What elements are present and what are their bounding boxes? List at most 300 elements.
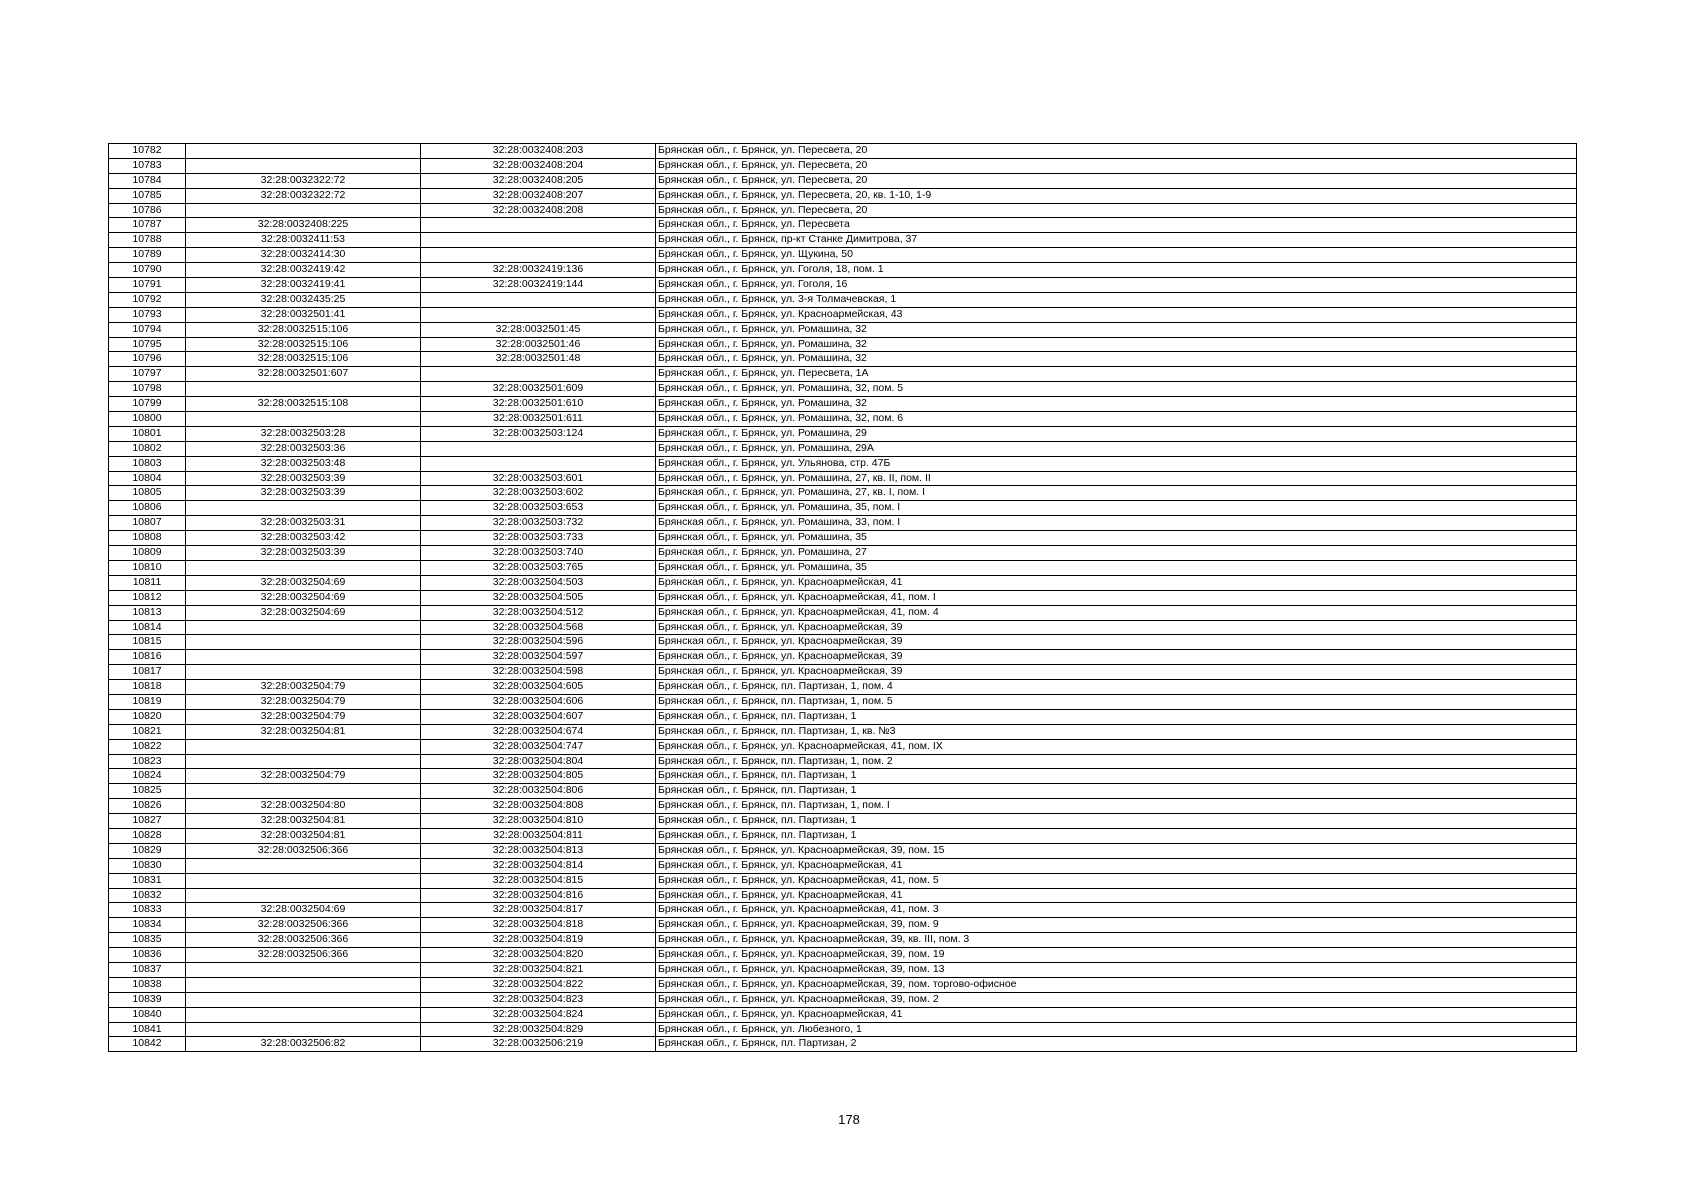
- object-cadastral-number-cell: [421, 248, 656, 263]
- land-cadastral-number-cell: [186, 1022, 421, 1037]
- object-cadastral-number-cell: 32:28:0032503:601: [421, 471, 656, 486]
- table-row: [109, 754, 1577, 769]
- address-cell: Брянская обл., г. Брянск, ул. Ромашина, 35: [656, 560, 1577, 575]
- table-row: [109, 739, 1577, 754]
- row-number-cell: 10787: [109, 218, 186, 233]
- land-cadastral-number-cell: 32:28:0032506:366: [186, 918, 421, 933]
- address-cell: Брянская обл., г. Брянск, ул. Ромашина, 29А: [656, 441, 1577, 456]
- object-cadastral-number-cell: 32:28:0032501:45: [421, 322, 656, 337]
- row-number-cell: 10812: [109, 590, 186, 605]
- table-row: [109, 962, 1577, 977]
- row-number-cell: 10790: [109, 263, 186, 278]
- row-number-cell: 10831: [109, 873, 186, 888]
- address-cell: Брянская обл., г. Брянск, ул. 3-я Толмачевская, 1: [656, 292, 1577, 307]
- row-number-cell: 10799: [109, 397, 186, 412]
- table-row: [109, 650, 1577, 665]
- land-cadastral-number-cell: 32:28:0032504:69: [186, 903, 421, 918]
- land-cadastral-number-cell: [186, 650, 421, 665]
- land-cadastral-number-cell: 32:28:0032506:366: [186, 843, 421, 858]
- row-number-cell: 10795: [109, 337, 186, 352]
- land-cadastral-number-cell: [186, 635, 421, 650]
- table-row: [109, 546, 1577, 561]
- table-row: [109, 412, 1577, 427]
- address-cell: Брянская обл., г. Брянск, ул. Красноармейская, 39: [656, 665, 1577, 680]
- object-cadastral-number-cell: 32:28:0032503:740: [421, 546, 656, 561]
- row-number-cell: 10805: [109, 486, 186, 501]
- land-cadastral-number-cell: [186, 382, 421, 397]
- object-cadastral-number-cell: 32:28:0032504:804: [421, 754, 656, 769]
- address-cell: Брянская обл., г. Брянск, ул. Красноармейская, 39, пом. 9: [656, 918, 1577, 933]
- table-row: [109, 575, 1577, 590]
- address-cell: Брянская обл., г. Брянск, пл. Партизан, 1, пом. 4: [656, 680, 1577, 695]
- row-number-cell: 10820: [109, 709, 186, 724]
- land-cadastral-number-cell: [186, 560, 421, 575]
- object-cadastral-number-cell: [421, 292, 656, 307]
- table-row: [109, 620, 1577, 635]
- address-cell: Брянская обл., г. Брянск, ул. Красноармейская, 41: [656, 575, 1577, 590]
- address-cell: Брянская обл., г. Брянск, пл. Партизан, 1: [656, 828, 1577, 843]
- address-cell: Брянская обл., г. Брянск, ул. Ромашина, 32, пом. 5: [656, 382, 1577, 397]
- address-cell: Брянская обл., г. Брянск, ул. Ромашина, 32: [656, 352, 1577, 367]
- object-cadastral-number-cell: 32:28:0032501:48: [421, 352, 656, 367]
- row-number-cell: 10789: [109, 248, 186, 263]
- object-cadastral-number-cell: 32:28:0032504:503: [421, 575, 656, 590]
- address-cell: Брянская обл., г. Брянск, ул. Красноармейская, 41, пом. 3: [656, 903, 1577, 918]
- row-number-cell: 10821: [109, 724, 186, 739]
- object-cadastral-number-cell: 32:28:0032504:568: [421, 620, 656, 635]
- object-cadastral-number-cell: 32:28:0032501:609: [421, 382, 656, 397]
- address-cell: Брянская обл., г. Брянск, ул. Любезного, 1: [656, 1022, 1577, 1037]
- object-cadastral-number-cell: 32:28:0032504:512: [421, 605, 656, 620]
- object-cadastral-number-cell: 32:28:0032408:205: [421, 173, 656, 188]
- address-cell: Брянская обл., г. Брянск, ул. Ромашина, 35: [656, 531, 1577, 546]
- row-number-cell: 10807: [109, 516, 186, 531]
- row-number-cell: 10830: [109, 858, 186, 873]
- address-cell: Брянская обл., г. Брянск, ул. Красноармейская, 41, пом. 5: [656, 873, 1577, 888]
- table-row: [109, 784, 1577, 799]
- table-row: [109, 233, 1577, 248]
- row-number-cell: 10823: [109, 754, 186, 769]
- row-number-cell: 10806: [109, 501, 186, 516]
- table-row: [109, 278, 1577, 293]
- address-cell: Брянская обл., г. Брянск, ул. Пересвета, 1А: [656, 367, 1577, 382]
- land-cadastral-number-cell: 32:28:0032408:225: [186, 218, 421, 233]
- object-cadastral-number-cell: 32:28:0032503:653: [421, 501, 656, 516]
- land-cadastral-number-cell: 32:28:0032504:81: [186, 814, 421, 829]
- table-row: [109, 501, 1577, 516]
- address-cell: Брянская обл., г. Брянск, ул. Гоголя, 18, пом. 1: [656, 263, 1577, 278]
- object-cadastral-number-cell: 32:28:0032408:203: [421, 144, 656, 159]
- address-cell: Брянская обл., г. Брянск, ул. Ромашина, 27, кв. I, пом. I: [656, 486, 1577, 501]
- table-row: [109, 188, 1577, 203]
- table-row: [109, 828, 1577, 843]
- object-cadastral-number-cell: 32:28:0032504:747: [421, 739, 656, 754]
- row-number-cell: 10791: [109, 278, 186, 293]
- object-cadastral-number-cell: 32:28:0032503:124: [421, 426, 656, 441]
- table-row: [109, 248, 1577, 263]
- object-cadastral-number-cell: 32:28:0032504:674: [421, 724, 656, 739]
- object-cadastral-number-cell: 32:28:0032503:765: [421, 560, 656, 575]
- row-number-cell: 10815: [109, 635, 186, 650]
- table-row: [109, 560, 1577, 575]
- object-cadastral-number-cell: 32:28:0032504:596: [421, 635, 656, 650]
- address-cell: Брянская обл., г. Брянск, пл. Партизан, 1: [656, 769, 1577, 784]
- table-row: [109, 709, 1577, 724]
- row-number-cell: 10828: [109, 828, 186, 843]
- land-cadastral-number-cell: [186, 203, 421, 218]
- object-cadastral-number-cell: 32:28:0032503:732: [421, 516, 656, 531]
- address-cell: Брянская обл., г. Брянск, пл. Партизан, 1: [656, 709, 1577, 724]
- row-number-cell: 10840: [109, 1007, 186, 1022]
- address-cell: Брянская обл., г. Брянск, пр-кт Станке Димитрова, 37: [656, 233, 1577, 248]
- row-number-cell: 10803: [109, 456, 186, 471]
- table-row: [109, 843, 1577, 858]
- row-number-cell: 10794: [109, 322, 186, 337]
- table-row: [109, 367, 1577, 382]
- object-cadastral-number-cell: [421, 233, 656, 248]
- land-cadastral-number-cell: [186, 992, 421, 1007]
- land-cadastral-number-cell: 32:28:0032504:69: [186, 590, 421, 605]
- row-number-cell: 10786: [109, 203, 186, 218]
- table-row: [109, 918, 1577, 933]
- address-cell: Брянская обл., г. Брянск, ул. Гоголя, 16: [656, 278, 1577, 293]
- address-cell: Брянская обл., г. Брянск, ул. Красноармейская, 41, пом. I: [656, 590, 1577, 605]
- object-cadastral-number-cell: 32:28:0032504:818: [421, 918, 656, 933]
- address-cell: Брянская обл., г. Брянск, ул. Ромашина, 27: [656, 546, 1577, 561]
- land-cadastral-number-cell: 32:28:0032503:28: [186, 426, 421, 441]
- object-cadastral-number-cell: [421, 441, 656, 456]
- row-number-cell: 10829: [109, 843, 186, 858]
- land-cadastral-number-cell: 32:28:0032503:39: [186, 546, 421, 561]
- land-cadastral-number-cell: 32:28:0032515:106: [186, 337, 421, 352]
- table-row: [109, 977, 1577, 992]
- land-cadastral-number-cell: [186, 144, 421, 159]
- row-number-cell: 10838: [109, 977, 186, 992]
- object-cadastral-number-cell: 32:28:0032504:808: [421, 799, 656, 814]
- row-number-cell: 10832: [109, 888, 186, 903]
- land-cadastral-number-cell: [186, 888, 421, 903]
- object-cadastral-number-cell: 32:28:0032504:805: [421, 769, 656, 784]
- address-cell: Брянская обл., г. Брянск, пл. Партизан, 1, пом. 2: [656, 754, 1577, 769]
- land-cadastral-number-cell: 32:28:0032435:25: [186, 292, 421, 307]
- address-cell: Брянская обл., г. Брянск, ул. Красноармейская, 41, пом. 4: [656, 605, 1577, 620]
- table-row: [109, 173, 1577, 188]
- row-number-cell: 10792: [109, 292, 186, 307]
- row-number-cell: 10809: [109, 546, 186, 561]
- address-cell: Брянская обл., г. Брянск, ул. Красноармейская, 39, кв. III, пом. 3: [656, 933, 1577, 948]
- object-cadastral-number-cell: 32:28:0032504:597: [421, 650, 656, 665]
- object-cadastral-number-cell: 32:28:0032504:829: [421, 1022, 656, 1037]
- land-cadastral-number-cell: [186, 858, 421, 873]
- land-cadastral-number-cell: 32:28:0032503:36: [186, 441, 421, 456]
- land-cadastral-number-cell: 32:28:0032501:41: [186, 307, 421, 322]
- land-cadastral-number-cell: 32:28:0032504:69: [186, 575, 421, 590]
- object-cadastral-number-cell: 32:28:0032419:144: [421, 278, 656, 293]
- table-row: [109, 516, 1577, 531]
- row-number-cell: 10834: [109, 918, 186, 933]
- address-cell: Брянская обл., г. Брянск, ул. Пересвета, 20: [656, 173, 1577, 188]
- row-number-cell: 10811: [109, 575, 186, 590]
- table-row: [109, 814, 1577, 829]
- address-cell: Брянская обл., г. Брянск, ул. Ромашина, 32: [656, 322, 1577, 337]
- address-cell: Брянская обл., г. Брянск, ул. Красноармейская, 39, пом. 2: [656, 992, 1577, 1007]
- row-number-cell: 10814: [109, 620, 186, 635]
- table-row: [109, 144, 1577, 159]
- land-cadastral-number-cell: 32:28:0032503:39: [186, 471, 421, 486]
- object-cadastral-number-cell: 32:28:0032504:820: [421, 948, 656, 963]
- address-cell: Брянская обл., г. Брянск, ул. Ромашина, 27, кв. II, пом. II: [656, 471, 1577, 486]
- table-row: [109, 263, 1577, 278]
- address-cell: Брянская обл., г. Брянск, ул. Ромашина, 32, пом. 6: [656, 412, 1577, 427]
- row-number-cell: 10822: [109, 739, 186, 754]
- row-number-cell: 10785: [109, 188, 186, 203]
- land-cadastral-number-cell: 32:28:0032504:79: [186, 694, 421, 709]
- row-number-cell: 10804: [109, 471, 186, 486]
- table-row: [109, 873, 1577, 888]
- land-cadastral-number-cell: 32:28:0032515:106: [186, 352, 421, 367]
- object-cadastral-number-cell: [421, 218, 656, 233]
- land-cadastral-number-cell: 32:28:0032506:82: [186, 1037, 421, 1052]
- row-number-cell: 10798: [109, 382, 186, 397]
- object-cadastral-number-cell: 32:28:0032504:607: [421, 709, 656, 724]
- object-cadastral-number-cell: 32:28:0032504:822: [421, 977, 656, 992]
- address-cell: Брянская обл., г. Брянск, ул. Красноармейская, 39, пом. торгово-офисное: [656, 977, 1577, 992]
- land-cadastral-number-cell: [186, 501, 421, 516]
- land-cadastral-number-cell: 32:28:0032504:79: [186, 709, 421, 724]
- row-number-cell: 10835: [109, 933, 186, 948]
- object-cadastral-number-cell: 32:28:0032506:219: [421, 1037, 656, 1052]
- address-cell: Брянская обл., г. Брянск, ул. Ромашина, 29: [656, 426, 1577, 441]
- object-cadastral-number-cell: 32:28:0032504:817: [421, 903, 656, 918]
- object-cadastral-number-cell: 32:28:0032504:813: [421, 843, 656, 858]
- table-row: [109, 1022, 1577, 1037]
- address-cell: Брянская обл., г. Брянск, пл. Партизан, 1, кв. №3: [656, 724, 1577, 739]
- land-cadastral-number-cell: 32:28:0032503:42: [186, 531, 421, 546]
- address-cell: Брянская обл., г. Брянск, ул. Пересвета, 20: [656, 144, 1577, 159]
- object-cadastral-number-cell: 32:28:0032408:204: [421, 158, 656, 173]
- address-cell: Брянская обл., г. Брянск, ул. Красноармейская, 39, пом. 15: [656, 843, 1577, 858]
- address-cell: Брянская обл., г. Брянск, ул. Ромашина, 32: [656, 337, 1577, 352]
- address-cell: Брянская обл., г. Брянск, ул. Пересвета, 20: [656, 203, 1577, 218]
- land-cadastral-number-cell: [186, 620, 421, 635]
- table-row: [109, 724, 1577, 739]
- table-row: [109, 858, 1577, 873]
- row-number-cell: 10827: [109, 814, 186, 829]
- address-cell: Брянская обл., г. Брянск, пл. Партизан, 1: [656, 784, 1577, 799]
- object-cadastral-number-cell: 32:28:0032504:605: [421, 680, 656, 695]
- land-cadastral-number-cell: [186, 977, 421, 992]
- object-cadastral-number-cell: 32:28:0032504:505: [421, 590, 656, 605]
- land-cadastral-number-cell: 32:28:0032322:72: [186, 173, 421, 188]
- row-number-cell: 10837: [109, 962, 186, 977]
- address-cell: Брянская обл., г. Брянск, ул. Щукина, 50: [656, 248, 1577, 263]
- table-row: [109, 322, 1577, 337]
- row-number-cell: 10783: [109, 158, 186, 173]
- table-row: [109, 203, 1577, 218]
- land-cadastral-number-cell: [186, 962, 421, 977]
- row-number-cell: 10808: [109, 531, 186, 546]
- land-cadastral-number-cell: 32:28:0032414:30: [186, 248, 421, 263]
- object-cadastral-number-cell: 32:28:0032408:208: [421, 203, 656, 218]
- row-number-cell: 10833: [109, 903, 186, 918]
- land-cadastral-number-cell: [186, 873, 421, 888]
- row-number-cell: 10802: [109, 441, 186, 456]
- table-row: [109, 456, 1577, 471]
- row-number-cell: 10817: [109, 665, 186, 680]
- address-cell: Брянская обл., г. Брянск, ул. Ромашина, 33, пом. I: [656, 516, 1577, 531]
- address-cell: Брянская обл., г. Брянск, ул. Ромашина, 35, пом. I: [656, 501, 1577, 516]
- row-number-cell: 10819: [109, 694, 186, 709]
- object-cadastral-number-cell: [421, 367, 656, 382]
- address-cell: Брянская обл., г. Брянск, ул. Красноармейская, 39: [656, 620, 1577, 635]
- row-number-cell: 10810: [109, 560, 186, 575]
- object-cadastral-number-cell: 32:28:0032504:598: [421, 665, 656, 680]
- row-number-cell: 10824: [109, 769, 186, 784]
- address-cell: Брянская обл., г. Брянск, ул. Красноармейская, 39, пом. 13: [656, 962, 1577, 977]
- land-cadastral-number-cell: [186, 784, 421, 799]
- land-cadastral-number-cell: 32:28:0032504:81: [186, 724, 421, 739]
- object-cadastral-number-cell: 32:28:0032504:821: [421, 962, 656, 977]
- table-row: [109, 903, 1577, 918]
- table-row: [109, 307, 1577, 322]
- table-row: [109, 680, 1577, 695]
- object-cadastral-number-cell: 32:28:0032504:810: [421, 814, 656, 829]
- object-cadastral-number-cell: 32:28:0032419:136: [421, 263, 656, 278]
- row-number-cell: 10801: [109, 426, 186, 441]
- table-row: [109, 471, 1577, 486]
- table-row: [109, 382, 1577, 397]
- land-cadastral-number-cell: [186, 665, 421, 680]
- land-cadastral-number-cell: 32:28:0032504:69: [186, 605, 421, 620]
- table-row: [109, 799, 1577, 814]
- table-row: [109, 397, 1577, 412]
- object-cadastral-number-cell: [421, 307, 656, 322]
- address-cell: Брянская обл., г. Брянск, ул. Красноармейская, 41, пом. IX: [656, 739, 1577, 754]
- address-cell: Брянская обл., г. Брянск, ул. Красноармейская, 43: [656, 307, 1577, 322]
- row-number-cell: 10813: [109, 605, 186, 620]
- table-row: [109, 441, 1577, 456]
- address-cell: Брянская обл., г. Брянск, пл. Партизан, 1, пом. I: [656, 799, 1577, 814]
- address-cell: Брянская обл., г. Брянск, пл. Партизан, 2: [656, 1037, 1577, 1052]
- table-row: [109, 769, 1577, 784]
- table-row: [109, 992, 1577, 1007]
- object-cadastral-number-cell: 32:28:0032503:733: [421, 531, 656, 546]
- land-cadastral-number-cell: 32:28:0032503:31: [186, 516, 421, 531]
- row-number-cell: 10800: [109, 412, 186, 427]
- object-cadastral-number-cell: 32:28:0032504:819: [421, 933, 656, 948]
- row-number-cell: 10793: [109, 307, 186, 322]
- table-row: [109, 531, 1577, 546]
- table-row: [109, 1037, 1577, 1052]
- address-cell: Брянская обл., г. Брянск, ул. Красноармейская, 39, пом. 19: [656, 948, 1577, 963]
- address-cell: Брянская обл., г. Брянск, ул. Красноармейская, 41: [656, 1007, 1577, 1022]
- land-cadastral-number-cell: [186, 754, 421, 769]
- land-cadastral-number-cell: 32:28:0032515:108: [186, 397, 421, 412]
- table-row: [109, 888, 1577, 903]
- land-cadastral-number-cell: [186, 158, 421, 173]
- address-cell: Брянская обл., г. Брянск, ул. Красноармейская, 39: [656, 635, 1577, 650]
- land-cadastral-number-cell: 32:28:0032503:39: [186, 486, 421, 501]
- address-cell: Брянская обл., г. Брянск, ул. Пересвета, 20, кв. 1-10, 1-9: [656, 188, 1577, 203]
- table-row: [109, 292, 1577, 307]
- land-cadastral-number-cell: 32:28:0032411:53: [186, 233, 421, 248]
- row-number-cell: 10816: [109, 650, 186, 665]
- address-cell: Брянская обл., г. Брянск, ул. Красноармейская, 41: [656, 888, 1577, 903]
- row-number-cell: 10788: [109, 233, 186, 248]
- address-cell: Брянская обл., г. Брянск, ул. Ромашина, 32: [656, 397, 1577, 412]
- table-row: [109, 352, 1577, 367]
- land-cadastral-number-cell: 32:28:0032501:607: [186, 367, 421, 382]
- object-cadastral-number-cell: 32:28:0032504:814: [421, 858, 656, 873]
- object-cadastral-number-cell: 32:28:0032504:606: [421, 694, 656, 709]
- land-cadastral-number-cell: 32:28:0032504:79: [186, 769, 421, 784]
- address-cell: Брянская обл., г. Брянск, ул. Пересвета, 20: [656, 158, 1577, 173]
- object-cadastral-number-cell: 32:28:0032504:815: [421, 873, 656, 888]
- object-cadastral-number-cell: 32:28:0032504:823: [421, 992, 656, 1007]
- row-number-cell: 10782: [109, 144, 186, 159]
- address-cell: Брянская обл., г. Брянск, ул. Пересвета: [656, 218, 1577, 233]
- table-row: [109, 590, 1577, 605]
- object-cadastral-number-cell: 32:28:0032501:610: [421, 397, 656, 412]
- land-cadastral-number-cell: 32:28:0032504:80: [186, 799, 421, 814]
- object-cadastral-number-cell: 32:28:0032504:824: [421, 1007, 656, 1022]
- registry-table: [108, 143, 1577, 1052]
- land-cadastral-number-cell: 32:28:0032515:106: [186, 322, 421, 337]
- table-row: [109, 337, 1577, 352]
- land-cadastral-number-cell: 32:28:0032506:366: [186, 933, 421, 948]
- object-cadastral-number-cell: [421, 456, 656, 471]
- row-number-cell: 10841: [109, 1022, 186, 1037]
- object-cadastral-number-cell: 32:28:0032501:611: [421, 412, 656, 427]
- address-cell: Брянская обл., г. Брянск, ул. Красноармейская, 41: [656, 858, 1577, 873]
- land-cadastral-number-cell: 32:28:0032503:48: [186, 456, 421, 471]
- row-number-cell: 10784: [109, 173, 186, 188]
- table-row: [109, 635, 1577, 650]
- object-cadastral-number-cell: 32:28:0032504:811: [421, 828, 656, 843]
- row-number-cell: 10836: [109, 948, 186, 963]
- land-cadastral-number-cell: 32:28:0032419:41: [186, 278, 421, 293]
- row-number-cell: 10825: [109, 784, 186, 799]
- table-row: [109, 605, 1577, 620]
- land-cadastral-number-cell: [186, 412, 421, 427]
- land-cadastral-number-cell: 32:28:0032419:42: [186, 263, 421, 278]
- row-number-cell: 10839: [109, 992, 186, 1007]
- address-cell: Брянская обл., г. Брянск, пл. Партизан, 1, пом. 5: [656, 694, 1577, 709]
- row-number-cell: 10796: [109, 352, 186, 367]
- land-cadastral-number-cell: 32:28:0032322:72: [186, 188, 421, 203]
- table-row: [109, 948, 1577, 963]
- row-number-cell: 10826: [109, 799, 186, 814]
- address-cell: Брянская обл., г. Брянск, ул. Красноармейская, 39: [656, 650, 1577, 665]
- table-row: [109, 933, 1577, 948]
- table-row: [109, 158, 1577, 173]
- row-number-cell: 10818: [109, 680, 186, 695]
- table-row: [109, 486, 1577, 501]
- registry-table-body: [109, 144, 1577, 1052]
- object-cadastral-number-cell: 32:28:0032504:816: [421, 888, 656, 903]
- land-cadastral-number-cell: 32:28:0032506:366: [186, 948, 421, 963]
- land-cadastral-number-cell: [186, 1007, 421, 1022]
- object-cadastral-number-cell: 32:28:0032503:602: [421, 486, 656, 501]
- object-cadastral-number-cell: 32:28:0032504:806: [421, 784, 656, 799]
- table-row: [109, 665, 1577, 680]
- row-number-cell: 10797: [109, 367, 186, 382]
- land-cadastral-number-cell: 32:28:0032504:81: [186, 828, 421, 843]
- table-row: [109, 218, 1577, 233]
- object-cadastral-number-cell: 32:28:0032408:207: [421, 188, 656, 203]
- table-row: [109, 1007, 1577, 1022]
- object-cadastral-number-cell: 32:28:0032501:46: [421, 337, 656, 352]
